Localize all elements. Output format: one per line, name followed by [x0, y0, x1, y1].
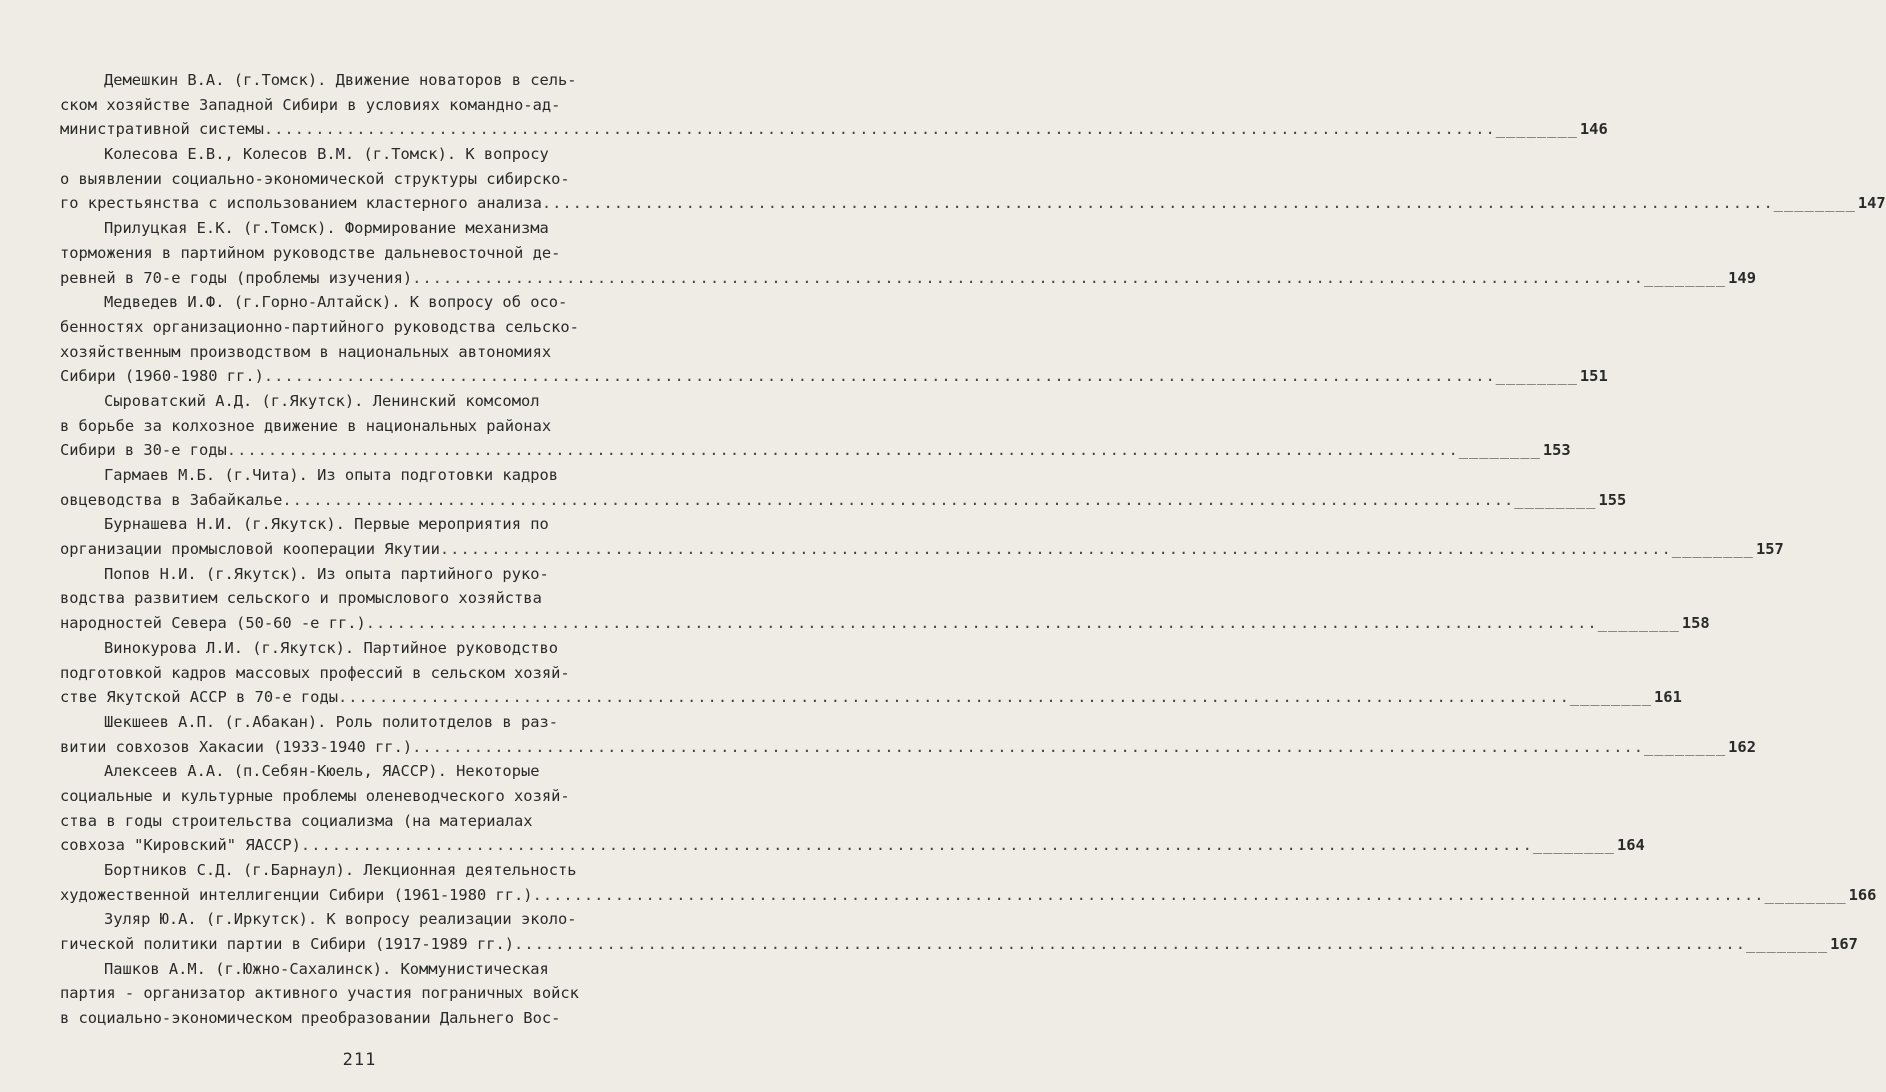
toc-entry-line: социальные и культурные проблемы оленеводческого хозяй- [60, 786, 570, 805]
dot-leader: ........................................................................................................................________ [365, 614, 1680, 633]
toc-entry-line: Попов Н.И. (г.Якутск). Из опыта партийного руко- [104, 564, 549, 583]
toc-page-number: 157 [1755, 540, 1784, 559]
dot-leader: ........................................................................................................................________ [300, 836, 1615, 855]
toc-entry-text: Сибири в 30-е годы [60, 441, 227, 460]
toc-entry-text: народностей Севера (50-60 -е гг.) [60, 614, 366, 633]
toc-entry [60, 290, 1608, 389]
toc-entry-line: подготовкой кадров массовых профессий в сельском хозяй- [60, 663, 570, 682]
dot-leader: ........................................................................................................................________ [439, 540, 1754, 559]
dot-leader: ........................................................................................................................________ [412, 268, 1727, 287]
toc-entry [60, 636, 1682, 710]
dot-leader: ........................................................................................................................________ [282, 490, 1597, 509]
toc-entry-last-line [60, 364, 1608, 389]
dot-leader: ........................................................................................................................________ [263, 120, 1578, 139]
dot-leader: ........................................................................................................................________ [263, 367, 1578, 386]
toc-page-number: 149 [1728, 268, 1756, 287]
toc-entry-text: организации промысловой кооперации Якутии [60, 540, 440, 559]
toc-entry-last-line [60, 488, 1627, 513]
toc-entry-last-line [60, 833, 1645, 858]
toc-entry-text: гической политики партии в Сибири (1917-1989 гг.) [60, 935, 515, 954]
toc-entry [60, 907, 1858, 956]
toc-entry-last-line [60, 685, 1682, 710]
toc-entry-line: Гармаев М.Б. (г.Чита). Из опыта подготовки кадров [104, 466, 559, 484]
toc-entry-text: го крестьянства с использованием кластерного анализа [60, 194, 542, 213]
toc-entry [60, 389, 1571, 463]
toc-entry-line: Сыроватский А.Д. (г.Якутск). Ленинский комсомол [104, 391, 540, 410]
toc-entry-line: в социально-экономическом преобразовании Дальнего Вос- [60, 1009, 561, 1028]
toc-entry-text: министративной системы [60, 120, 264, 139]
toc-entry-text: овцеводства в Забайкалье [60, 490, 283, 509]
toc-entry-text: витии совхозов Хакасии (1933-1940 гг.) [60, 737, 413, 756]
toc-entry [60, 562, 1710, 636]
toc-entry [60, 858, 1877, 907]
toc-entry-last-line [60, 438, 1571, 463]
toc-entry-last-line [60, 611, 1710, 636]
toc-entry-line: ском хозяйстве Западной Сибири в условиях командно-ад- [60, 95, 561, 114]
toc-page-number: 153 [1542, 441, 1571, 460]
toc-entry-line: в борьбе за колхозное движение в национальных районах [60, 416, 552, 435]
toc-entry-last-line [60, 117, 1608, 142]
toc-entry-text: ревней в 70-е годы (проблемы изучения) [60, 268, 413, 287]
toc-entry [60, 710, 1756, 759]
toc-entry-last-line [60, 932, 1858, 957]
toc-entry [60, 463, 1627, 512]
toc-entry-text: стве Якутской АССР в 70-е годы [60, 688, 338, 707]
dot-leader: ........................................................................................................................________ [532, 885, 1847, 904]
toc-entry-line: водства развитием сельского и промыслового хозяйства [60, 589, 542, 608]
toc-entry-last-line [60, 191, 1886, 216]
dot-leader: ........................................................................................................................________ [514, 935, 1829, 954]
toc-page-number: 158 [1681, 614, 1710, 633]
toc-entry-last-line [60, 537, 1784, 562]
toc-entry-last-line [60, 735, 1756, 760]
toc-page-number: 166 [1848, 885, 1877, 904]
toc-entry-line: партия - организатор активного участия пограничных войск [60, 984, 579, 1003]
toc-entry-line: Алексеев А.А. (п.Себян-Кюель, ЯАССР). Некоторые [104, 762, 540, 781]
toc-entry-line: хозяйственным производством в национальных автономиях [60, 342, 552, 361]
toc-page-number: 151 [1579, 367, 1608, 386]
toc-entry-last-line [60, 266, 1756, 291]
toc-entry [60, 957, 680, 1031]
table-of-contents [60, 68, 1886, 1031]
toc-entry [60, 759, 1645, 858]
page-number: 211 [342, 1050, 377, 1070]
toc-entry-line: о выявлении социально-экономической структуры сибирско- [60, 169, 570, 188]
toc-entry-line: Прилуцкая Е.К. (г.Томск). Формирование механизма [104, 219, 549, 238]
toc-entry-line: Шекшеев А.П. (г.Абакан). Роль политотделов в раз- [104, 712, 559, 731]
toc-entry-line: Колесова Е.В., Колесов В.М. (г.Томск). К вопросу [104, 145, 549, 164]
toc-page-number: 161 [1654, 688, 1682, 707]
toc-page-number: 147 [1857, 194, 1886, 213]
dot-leader: ........................................................................................................................________ [337, 688, 1653, 707]
toc-entry-last-line [60, 883, 1877, 908]
dot-leader: ........................................................................................................................________ [226, 441, 1541, 460]
toc-page-number: 164 [1616, 836, 1645, 855]
toc-entry-line: Медведев И.Ф. (г.Горно-Алтайск). К вопросу об осо- [104, 293, 568, 312]
toc-entry-line: Винокурова Л.И. (г.Якутск). Партийное руководство [104, 638, 559, 657]
toc-entry [60, 68, 1608, 142]
toc-page-number: 162 [1728, 737, 1756, 756]
toc-entry-line: Пашков А.М. (г.Южно-Сахалинск). Коммунистическая [104, 959, 549, 978]
toc-entry-line: Бортников С.Д. (г.Барнаул). Лекционная деятельность [104, 861, 577, 879]
dot-leader: ........................................................................................................................________ [412, 737, 1727, 756]
dot-leader: ........................................................................................................................________ [541, 194, 1856, 213]
toc-entry-line: Демешкин В.А. (г.Томск). Движение новаторов в сель- [104, 71, 577, 89]
toc-entry-text: художественной интеллигенции Сибири (1961-1980 гг.) [60, 885, 533, 904]
toc-entry-line: Зуляр Ю.А. (г.Иркутск). К вопросу реализации эколо- [104, 910, 577, 929]
toc-entry [60, 512, 1784, 561]
toc-entry [60, 216, 1756, 290]
toc-page-number: 167 [1830, 935, 1858, 954]
toc-entry-line: бенностях организационно-партийного руководства сельско- [60, 317, 579, 336]
toc-entry [60, 142, 1886, 216]
toc-page-number: 146 [1579, 120, 1608, 139]
toc-entry-line: торможения в партийном руководстве дальневосточной де- [60, 243, 561, 262]
toc-entry-text: совхоза "Кировский" ЯАССР) [60, 836, 301, 855]
toc-entry-line: ства в годы строительства социализма (на материалах [60, 811, 533, 830]
toc-page-number: 155 [1598, 490, 1627, 509]
toc-entry-line: Бурнашева Н.И. (г.Якутск). Первые мероприятия по [104, 515, 549, 534]
toc-entry-text: Сибири (1960-1980 гг.) [60, 367, 264, 386]
